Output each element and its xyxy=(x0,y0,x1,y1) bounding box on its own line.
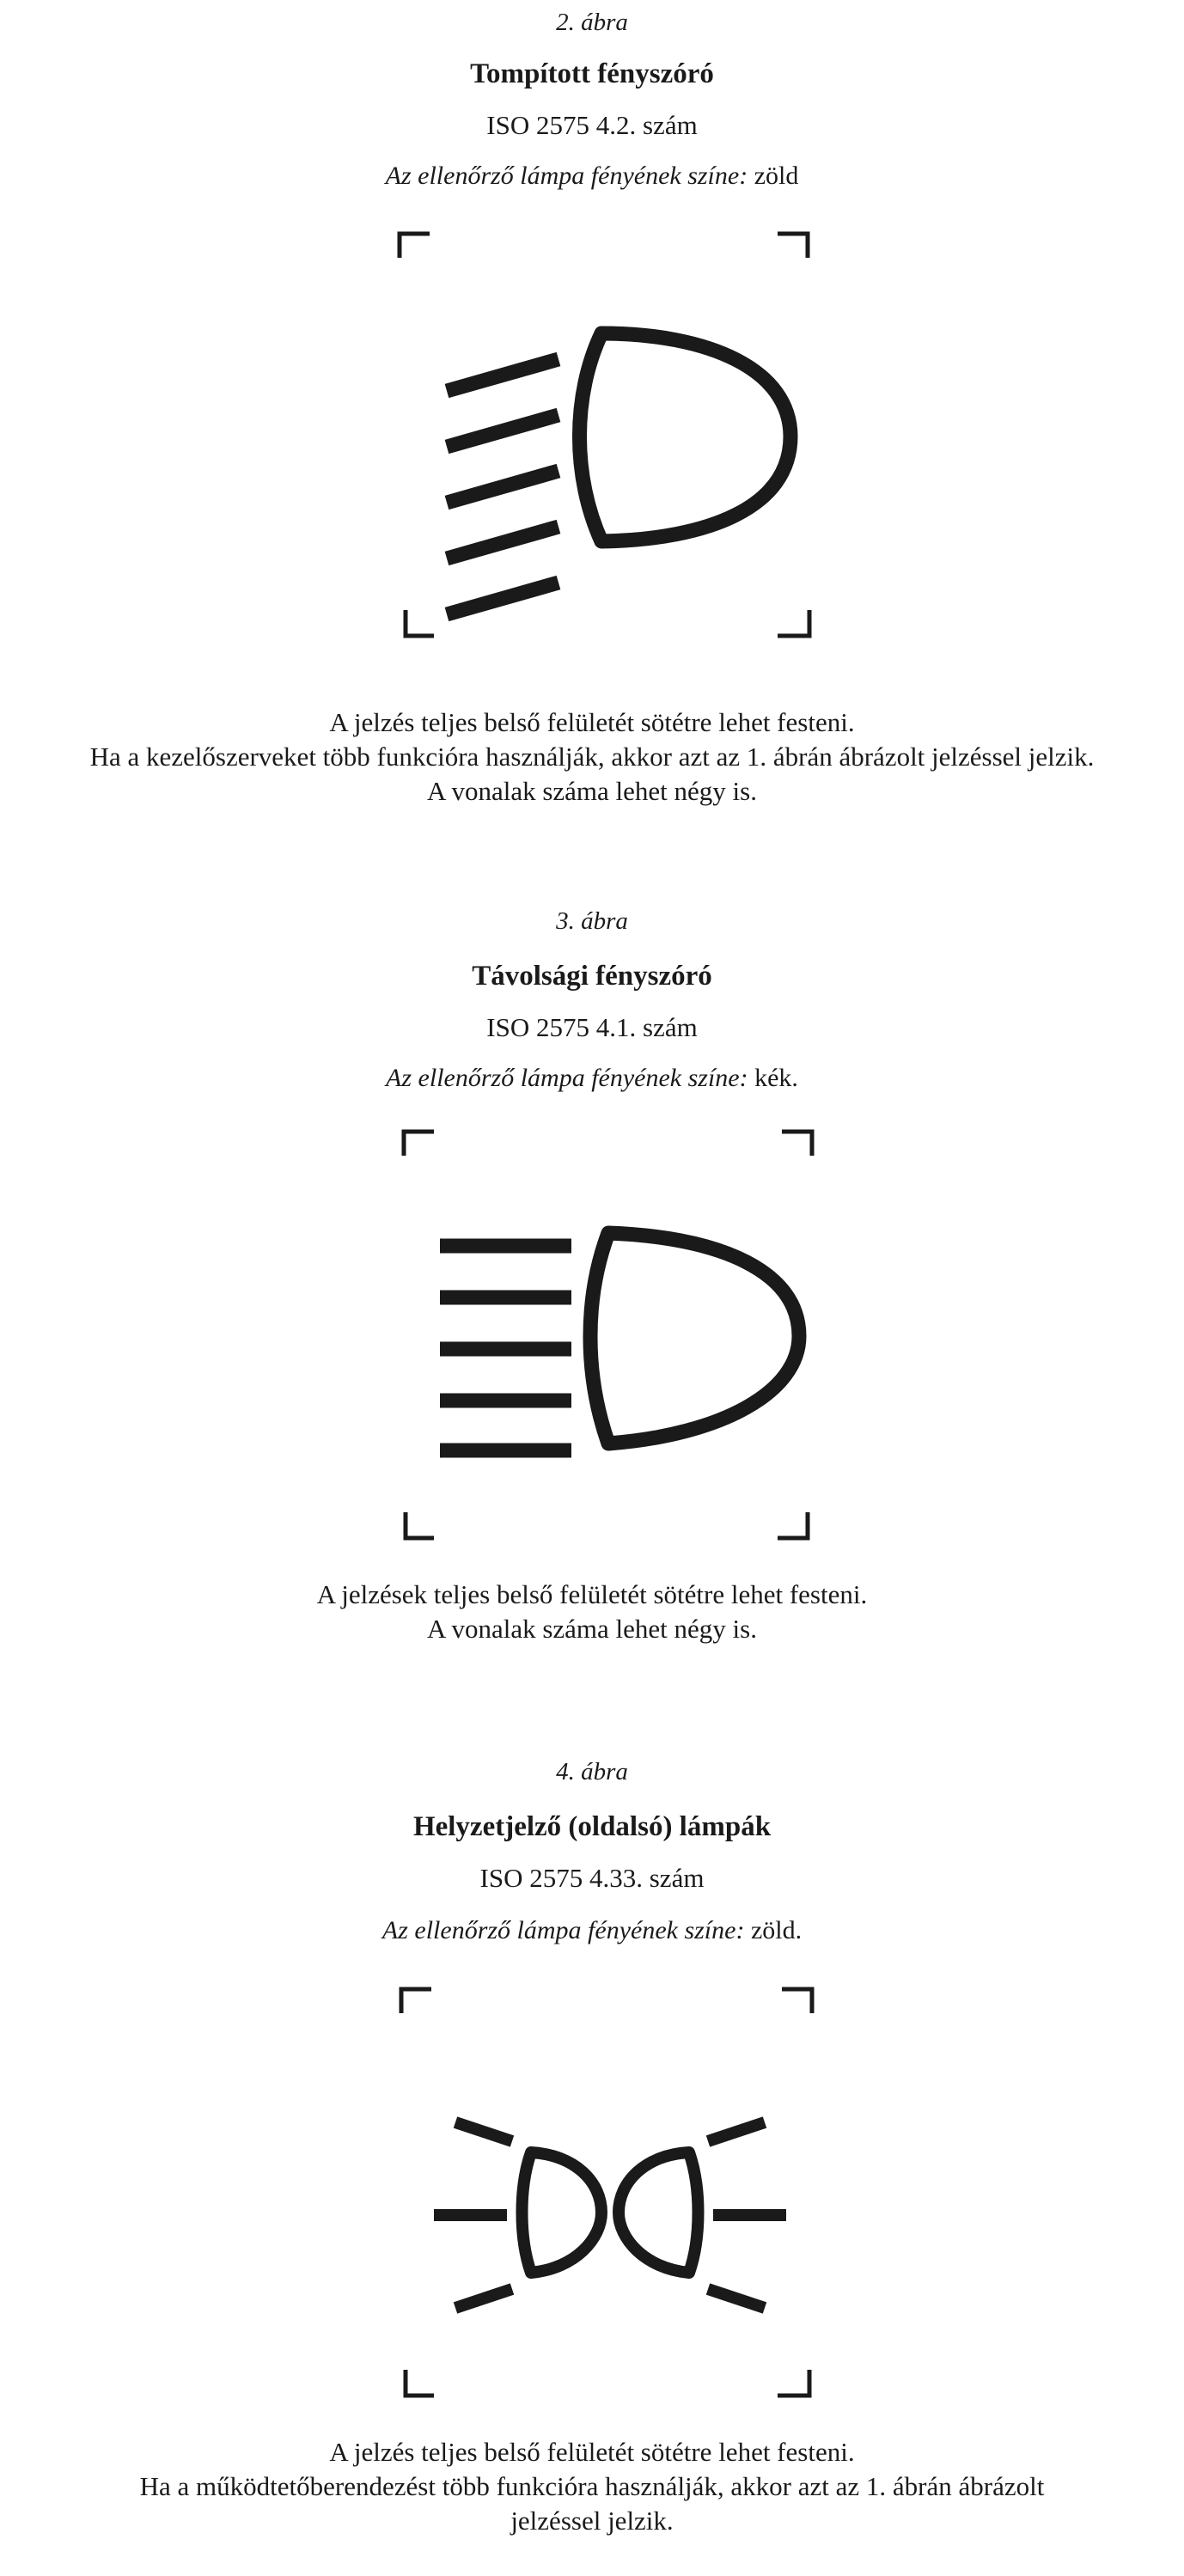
figure-4-color-value: zöld. xyxy=(750,1916,803,1944)
figure-2-title: Tompított fényszóró xyxy=(470,58,714,89)
figure-4-note-3: jelzéssel jelzik. xyxy=(510,2506,674,2536)
figure-3-color-label: Az ellenőrző lámpa fényének színe: xyxy=(386,1064,748,1092)
figure-4-note-2: Ha a működtetőberendezést több funkcióra használják, akkor azt az 1. ábrán ábrázolt xyxy=(139,2471,1045,2501)
figure-4-number: 4. ábra xyxy=(556,1758,628,1785)
figure-2-iso: ISO 2575 4.2. szám xyxy=(486,110,698,140)
position-side-lamps-icon xyxy=(434,2122,786,2308)
figure-3-note-2: A vonalak száma lehet négy is. xyxy=(427,1614,757,1644)
figure-2-color-value: zöld xyxy=(754,162,799,190)
figure-4-title: Helyzetjelző (oldalsó) lámpák xyxy=(412,1811,772,1842)
figure-2-note-2: Ha a kezelőszerveket több funkcióra használják, akkor azt az 1. ábrán ábrázolt jelzéssel jelzik. xyxy=(89,742,1095,772)
figure-3-title: Távolsági fényszóró xyxy=(472,961,712,992)
figure-4-corner-marks xyxy=(401,1989,812,2396)
figure-4-color-label: Az ellenőrző lámpa fényének színe: xyxy=(381,1916,745,1944)
figure-2-note-1: A jelzés teljes belső felületét sötétre lehet festeni. xyxy=(329,707,855,737)
figure-2-number: 2. ábra xyxy=(556,9,628,36)
figure-3-number: 3. ábra xyxy=(556,907,628,935)
figure-4-note-1: A jelzés teljes belső felületét sötétre lehet festeni. xyxy=(329,2437,855,2467)
figure-3-note-1: A jelzések teljes belső felületét sötétre lehet festeni. xyxy=(316,1579,868,1609)
figure-2-note-3: A vonalak száma lehet négy is. xyxy=(427,776,757,806)
figure-4-iso: ISO 2575 4.33. szám xyxy=(479,1863,705,1893)
figure-2-color-label: Az ellenőrző lámpa fényének színe: xyxy=(385,162,748,190)
figure-3-iso: ISO 2575 4.1. szám xyxy=(486,1012,698,1042)
figure-3-color-value: kék. xyxy=(754,1064,798,1092)
